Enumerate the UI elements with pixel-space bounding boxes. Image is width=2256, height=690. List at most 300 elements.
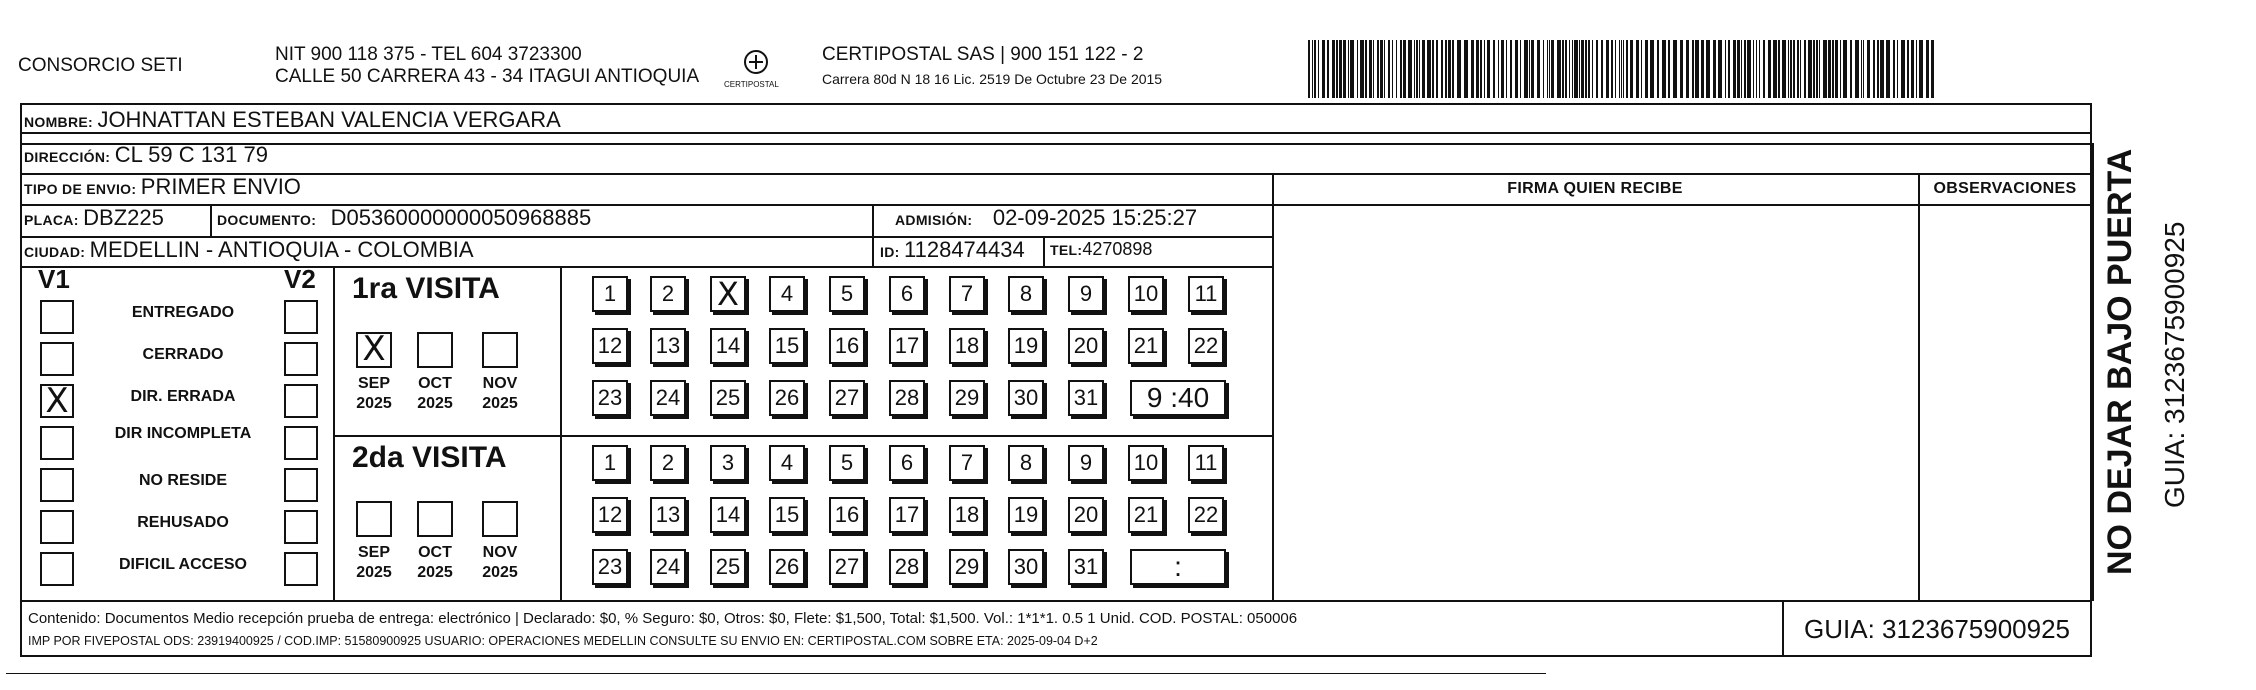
status-option-label: REHUSADO xyxy=(137,514,229,531)
barcode-bar xyxy=(1706,40,1710,98)
barcode-bar xyxy=(1493,40,1495,98)
barcode-bar xyxy=(1445,40,1447,98)
day-box[interactable]: 26 xyxy=(769,549,805,585)
barcode-bar xyxy=(1318,40,1319,98)
month-name: NOV xyxy=(482,544,518,561)
barcode-bar xyxy=(1611,40,1613,98)
barcode-bar xyxy=(1778,40,1780,98)
no-dejar-text: NO DEJAR BAJO PUERTA xyxy=(2101,148,2139,575)
barcode-bar xyxy=(1733,40,1736,98)
barcode xyxy=(1308,40,1938,100)
day-box[interactable]: 3 xyxy=(710,445,746,481)
barcode-bar xyxy=(1619,40,1620,98)
month-label xyxy=(470,543,530,583)
barcode-bar xyxy=(1414,40,1415,98)
barcode-bar xyxy=(1911,40,1914,98)
day-box[interactable]: 27 xyxy=(829,380,865,416)
day-box[interactable]: 19 xyxy=(1008,328,1044,364)
v2-header: V2 xyxy=(284,264,316,294)
barcode-bar xyxy=(1867,40,1870,98)
visit-title: 1ra VISITA xyxy=(352,272,500,305)
day-box[interactable]: 5 xyxy=(829,445,865,481)
barcode-bar xyxy=(1487,40,1490,98)
day-box[interactable]: 15 xyxy=(769,497,805,533)
day-box[interactable]: 11 xyxy=(1188,445,1224,481)
barcode-bar xyxy=(1819,40,1820,98)
day-box[interactable]: 12 xyxy=(592,328,628,364)
day-box[interactable]: 4 xyxy=(769,276,805,312)
barcode-bar xyxy=(1713,40,1716,98)
status-option-label: NO RESIDE xyxy=(138,472,227,489)
day-box[interactable]: 9 xyxy=(1068,445,1104,481)
tipo-row xyxy=(24,174,301,200)
barcode-bar xyxy=(1588,40,1590,98)
barcode-bar xyxy=(1547,40,1548,98)
footer-guia: GUIA: 3123675900925 xyxy=(1804,614,2070,644)
barcode-bar xyxy=(1529,40,1530,98)
barcode-bar xyxy=(1741,40,1742,98)
month-name: OCT xyxy=(418,375,452,392)
barcode-bar xyxy=(1901,40,1905,98)
day-box[interactable]: 27 xyxy=(829,549,865,585)
month-label xyxy=(344,374,404,414)
day-box[interactable]: 21 xyxy=(1128,497,1164,533)
nit-line: NIT 900 118 375 - TEL 604 3723300 xyxy=(275,44,582,65)
ciudad-value: MEDELLIN - ANTIOQUIA - COLOMBIA xyxy=(89,237,474,262)
v1-checkbox[interactable]: X xyxy=(40,384,74,418)
day-box[interactable]: 24 xyxy=(650,549,686,585)
v2-checkbox[interactable] xyxy=(284,384,318,418)
barcode-bar xyxy=(1343,40,1346,98)
barcode-bar xyxy=(1850,40,1852,98)
barcode-bar xyxy=(1419,40,1420,98)
barcode-bar xyxy=(1369,40,1372,98)
barcode-bar xyxy=(1476,40,1479,98)
admision-label: ADMISIÓN: xyxy=(895,212,973,228)
barcode-bar xyxy=(1650,40,1654,98)
barcode-bar xyxy=(1322,40,1325,98)
day-box[interactable]: 31 xyxy=(1068,549,1104,585)
side-guia-text: GUIA: 3123675900925 xyxy=(2159,221,2190,508)
direccion-row xyxy=(24,142,268,168)
id-cell xyxy=(880,237,1025,263)
placa-value: DBZ225 xyxy=(83,205,164,230)
month-label xyxy=(405,543,465,583)
day-box[interactable]: 16 xyxy=(829,497,865,533)
barcode-bar xyxy=(1574,40,1578,98)
address-line: CALLE 50 CARRERA 43 - 34 ITAGUI ANTIOQUIA xyxy=(275,66,700,87)
barcode-bar xyxy=(1452,40,1454,98)
barcode-bar xyxy=(1432,40,1434,98)
barcode-bar xyxy=(1537,40,1540,98)
v2-checkbox[interactable] xyxy=(284,510,318,544)
firma-label: FIRMA QUIEN RECIBE xyxy=(1507,180,1683,197)
day-box[interactable]: 20 xyxy=(1068,328,1104,364)
month-year: 2025 xyxy=(356,564,392,581)
barcode-bar xyxy=(1931,40,1934,98)
barcode-bar xyxy=(1744,40,1746,98)
v1-header: V1 xyxy=(38,264,70,294)
barcode-bar xyxy=(1692,40,1694,98)
day-box[interactable]: 8 xyxy=(1008,445,1044,481)
barcode-bar xyxy=(1718,40,1722,98)
barcode-bar xyxy=(1823,40,1827,98)
barcode-bar xyxy=(1686,40,1689,98)
month-name: SEP xyxy=(357,375,390,392)
barcode-bar xyxy=(1673,40,1677,98)
status-option-label: CERRADO xyxy=(142,346,224,363)
barcode-bar xyxy=(1592,40,1593,98)
day-box[interactable]: 28 xyxy=(889,549,925,585)
barcode-bar xyxy=(1832,40,1834,98)
barcode-bar xyxy=(1498,40,1499,98)
ciudad-label: CIUDAD: xyxy=(24,244,86,260)
day-box[interactable]: 30 xyxy=(1008,549,1044,585)
license-line: Carrera 80d N 18 16 Lic. 2519 De Octubre 23 De 2015 xyxy=(822,71,1163,87)
barcode-bar xyxy=(1569,40,1570,98)
barcode-bar xyxy=(1510,40,1512,98)
barcode-bar xyxy=(1557,40,1561,98)
day-box[interactable]: 10 xyxy=(1128,276,1164,312)
day-box[interactable]: 13 xyxy=(650,497,686,533)
footer-contenido: Contenido: Documentos Medio recepción prueba de entrega: electrónico | Declarado: $0, % Seguro: $0, Otros: $0, Flete: $1,500, Total: $1,500. Vol.: 1*1*1. 0.5 1 Unid. COD. POSTAL: 050006 xyxy=(28,610,1298,627)
barcode-bar xyxy=(1520,40,1521,98)
observaciones-label: OBSERVACIONES xyxy=(1933,180,2077,197)
month-checkbox[interactable] xyxy=(482,332,518,368)
documento-value: D05360000000050968885 xyxy=(330,205,592,230)
time-box[interactable]: : xyxy=(1130,549,1226,585)
id-value: 1128474434 xyxy=(904,237,1025,262)
day-box[interactable]: 1 xyxy=(592,445,628,481)
month-name: NOV xyxy=(482,375,518,392)
barcode-bar xyxy=(1621,40,1622,98)
barcode-bar xyxy=(1782,40,1786,98)
barcode-bar xyxy=(1312,40,1313,98)
barcode-bar xyxy=(1893,40,1895,98)
day-box[interactable]: 29 xyxy=(949,549,985,585)
month-name: SEP xyxy=(357,544,390,561)
day-box[interactable]: 14 xyxy=(710,328,746,364)
nombre-label: NOMBRE: xyxy=(24,114,93,130)
barcode-bar xyxy=(1773,40,1777,98)
logo-text: CERTIPOSTAL xyxy=(724,80,779,89)
barcode-bar xyxy=(1506,40,1507,98)
barcode-bar xyxy=(1840,40,1841,98)
barcode-bar xyxy=(1808,40,1812,98)
barcode-bar xyxy=(1763,40,1765,98)
barcode-bar xyxy=(1816,40,1818,98)
id-label: ID: xyxy=(880,244,900,260)
company-name: CONSORCIO SETI xyxy=(18,55,183,76)
footer-imp: IMP POR FIVEPOSTAL ODS: 23919400925 / COD.IMP: 51580900925 USUARIO: OPERACIONES MEDELLIN CONSULTE SU ENVIO EN: CERTIPOSTAL.COM SOBRE ETA: 2025-09-04 D+2 xyxy=(28,634,1098,648)
month-label xyxy=(470,374,530,414)
status-option-label: DIR. ERRADA xyxy=(130,388,236,405)
day-box[interactable]: 5 xyxy=(829,276,865,312)
nombre-row xyxy=(24,107,561,133)
barcode-bar xyxy=(1308,40,1310,98)
barcode-bar xyxy=(1768,40,1771,98)
day-box[interactable]: 21 xyxy=(1128,328,1164,364)
barcode-bar xyxy=(1873,40,1875,98)
day-box[interactable]: 20 xyxy=(1068,497,1104,533)
barcode-bar xyxy=(1416,40,1418,98)
barcode-bar xyxy=(1403,40,1406,98)
day-box[interactable]: 1 xyxy=(592,276,628,312)
barcode-bar xyxy=(1339,40,1342,98)
day-box[interactable]: 17 xyxy=(889,328,925,364)
barcode-bar xyxy=(1314,40,1316,98)
day-box[interactable]: 6 xyxy=(889,276,925,312)
day-box[interactable]: 10 xyxy=(1128,445,1164,481)
day-box[interactable]: 8 xyxy=(1008,276,1044,312)
direccion-value: CL 59 C 131 79 xyxy=(114,142,268,167)
day-box[interactable]: 16 xyxy=(829,328,865,364)
barcode-bar xyxy=(1907,40,1909,98)
barcode-bar xyxy=(1457,40,1461,98)
v2-checkbox[interactable] xyxy=(284,468,318,502)
documento-label: DOCUMENTO: xyxy=(217,212,317,228)
day-box[interactable]: 7 xyxy=(949,445,985,481)
month-year: 2025 xyxy=(417,395,453,412)
barcode-bar xyxy=(1332,40,1335,98)
day-box[interactable]: 24 xyxy=(650,380,686,416)
month-year: 2025 xyxy=(482,564,518,581)
month-name: OCT xyxy=(418,544,452,561)
barcode-bar xyxy=(1562,40,1564,98)
barcode-bar xyxy=(1384,40,1385,98)
barcode-bar xyxy=(1365,40,1367,98)
day-box[interactable]: 4 xyxy=(769,445,805,481)
placa-cell xyxy=(24,205,164,231)
barcode-bar xyxy=(1524,40,1528,98)
barcode-bar xyxy=(1737,40,1740,98)
admision-cell xyxy=(895,205,1197,231)
barcode-bar xyxy=(1377,40,1379,98)
barcode-bar xyxy=(1668,40,1670,98)
barcode-bar xyxy=(1790,40,1792,98)
barcode-bar xyxy=(1855,40,1859,98)
day-box[interactable]: 25 xyxy=(710,549,746,585)
v1-checkbox[interactable] xyxy=(40,342,74,376)
day-box[interactable]: 13 xyxy=(650,328,686,364)
barcode-bar xyxy=(1441,40,1443,98)
v1-checkbox[interactable] xyxy=(40,552,74,586)
barcode-bar xyxy=(1448,40,1451,98)
day-box[interactable]: X xyxy=(710,276,746,312)
tel-cell xyxy=(1050,239,1152,260)
month-year: 2025 xyxy=(356,395,392,412)
barcode-bar xyxy=(1886,40,1890,98)
day-box[interactable]: 23 xyxy=(592,380,628,416)
month-label xyxy=(405,374,465,414)
day-box[interactable]: 25 xyxy=(710,380,746,416)
barcode-bar xyxy=(1350,40,1354,98)
barcode-bar xyxy=(1897,40,1898,98)
day-box[interactable]: 30 xyxy=(1008,380,1044,416)
barcode-bar xyxy=(1565,40,1567,98)
barcode-bar xyxy=(1579,40,1580,98)
barcode-bar xyxy=(1728,40,1730,98)
barcode-bar xyxy=(1585,40,1587,98)
certipostal-line: CERTIPOSTAL SAS | 900 151 122 - 2 xyxy=(822,44,1144,65)
barcode-bar xyxy=(1756,40,1757,98)
barcode-bar xyxy=(1380,40,1383,98)
documento-cell xyxy=(217,205,591,231)
barcode-bar xyxy=(1747,40,1751,98)
day-box[interactable]: 7 xyxy=(949,276,985,312)
day-box[interactable]: 18 xyxy=(949,497,985,533)
barcode-bar xyxy=(1515,40,1518,98)
barcode-bar xyxy=(1861,40,1862,98)
day-box[interactable]: 18 xyxy=(949,328,985,364)
barcode-bar xyxy=(1877,40,1879,98)
barcode-bar xyxy=(1701,40,1704,98)
v1-checkbox[interactable] xyxy=(40,300,74,334)
day-box[interactable]: 29 xyxy=(949,380,985,416)
barcode-bar xyxy=(1725,40,1726,98)
barcode-bar xyxy=(1919,40,1923,98)
day-box[interactable]: 14 xyxy=(710,497,746,533)
barcode-bar xyxy=(1531,40,1534,98)
barcode-bar xyxy=(1427,40,1431,98)
barcode-bar xyxy=(1800,40,1801,98)
day-box[interactable]: 22 xyxy=(1188,328,1224,364)
barcode-bar xyxy=(1543,40,1544,98)
barcode-bar xyxy=(1436,40,1438,98)
barcode-bar xyxy=(1797,40,1799,98)
barcode-bar xyxy=(1392,40,1393,98)
barcode-bar xyxy=(1501,40,1504,98)
day-box[interactable]: 31 xyxy=(1068,380,1104,416)
month-checkbox[interactable] xyxy=(417,332,453,368)
barcode-bar xyxy=(1581,40,1584,98)
barcode-bar xyxy=(1471,40,1474,98)
barcode-bar xyxy=(1549,40,1550,98)
ciudad-cell xyxy=(24,237,474,263)
barcode-bar xyxy=(1408,40,1412,98)
month-year: 2025 xyxy=(417,564,453,581)
status-option-label: DIR INCOMPLETA xyxy=(114,425,252,442)
status-option-label: DIFICIL ACCESO xyxy=(118,556,247,573)
day-box[interactable]: 19 xyxy=(1008,497,1044,533)
barcode-bar xyxy=(1753,40,1754,98)
barcode-bar xyxy=(1464,40,1468,98)
v2-checkbox[interactable] xyxy=(284,552,318,586)
barcode-bar xyxy=(1788,40,1789,98)
v2-checkbox[interactable] xyxy=(284,342,318,376)
nombre-value: JOHNATTAN ESTEBAN VALENCIA VERGARA xyxy=(97,107,561,132)
time-box[interactable]: 9 :40 xyxy=(1130,380,1226,416)
v2-checkbox[interactable] xyxy=(284,426,318,460)
tipo-value: PRIMER ENVIO xyxy=(140,174,301,199)
month-checkbox[interactable] xyxy=(482,501,518,537)
v1-checkbox[interactable] xyxy=(40,468,74,502)
barcode-bar xyxy=(1606,40,1609,98)
barcode-bar xyxy=(1813,40,1815,98)
barcode-bar xyxy=(1793,40,1795,98)
v1-checkbox[interactable] xyxy=(40,510,74,544)
day-box[interactable]: 26 xyxy=(769,380,805,416)
tel-value: 4270898 xyxy=(1082,239,1153,259)
barcode-bar xyxy=(1357,40,1358,98)
barcode-bar xyxy=(1804,40,1806,98)
barcode-bar xyxy=(1388,40,1390,98)
tipo-label: TIPO DE ENVIO: xyxy=(24,181,137,197)
barcode-bar xyxy=(1680,40,1683,98)
barcode-bar xyxy=(1657,40,1659,98)
barcode-bar xyxy=(1623,40,1624,98)
day-box[interactable]: 12 xyxy=(592,497,628,533)
barcode-bar xyxy=(1601,40,1603,98)
barcode-bar xyxy=(1572,40,1573,98)
barcode-bar xyxy=(1626,40,1628,98)
admision-value: 02-09-2025 15:25:27 xyxy=(992,205,1198,230)
barcode-bar xyxy=(1400,40,1402,98)
barcode-bar xyxy=(1348,40,1349,98)
barcode-bar xyxy=(1327,40,1329,98)
day-box[interactable]: 2 xyxy=(650,276,686,312)
barcode-bar xyxy=(1480,40,1482,98)
v1-checkbox[interactable] xyxy=(40,426,74,460)
visit-title: 2da VISITA xyxy=(352,441,507,474)
status-option-label: ENTREGADO xyxy=(131,304,235,321)
barcode-bar xyxy=(1695,40,1699,98)
barcode-bar xyxy=(1551,40,1554,98)
barcode-bar xyxy=(1360,40,1364,98)
barcode-bar xyxy=(1373,40,1374,98)
barcode-bar xyxy=(1484,40,1485,98)
barcode-bar xyxy=(1636,40,1639,98)
day-box[interactable]: 6 xyxy=(889,445,925,481)
month-checkbox[interactable] xyxy=(417,501,453,537)
month-label xyxy=(344,543,404,583)
barcode-bar xyxy=(1759,40,1760,98)
placa-label: PLACA: xyxy=(24,212,79,228)
barcode-bar xyxy=(1422,40,1425,98)
barcode-bar xyxy=(1835,40,1838,98)
day-box[interactable]: 15 xyxy=(769,328,805,364)
signature-area[interactable] xyxy=(1274,206,1916,598)
day-box[interactable]: 23 xyxy=(592,549,628,585)
day-box[interactable]: 11 xyxy=(1188,276,1224,312)
day-box[interactable]: 28 xyxy=(889,380,925,416)
observaciones-area[interactable] xyxy=(1920,206,2090,598)
tel-label: TEL: xyxy=(1050,242,1083,258)
barcode-bar xyxy=(1645,40,1648,98)
month-checkbox[interactable]: X xyxy=(356,332,392,368)
barcode-bar xyxy=(1396,40,1397,98)
day-box[interactable]: 17 xyxy=(889,497,925,533)
barcode-bar xyxy=(1828,40,1831,98)
day-box[interactable]: 9 xyxy=(1068,276,1104,312)
barcode-bar xyxy=(1916,40,1917,98)
barcode-bar xyxy=(1615,40,1616,98)
month-year: 2025 xyxy=(482,395,518,412)
direccion-label: DIRECCIÓN: xyxy=(24,149,111,165)
day-box[interactable]: 2 xyxy=(650,445,686,481)
month-checkbox[interactable] xyxy=(356,501,392,537)
barcode-bar xyxy=(1662,40,1666,98)
barcode-bar xyxy=(1843,40,1847,98)
barcode-bar xyxy=(1880,40,1884,98)
barcode-bar xyxy=(1641,40,1642,98)
barcode-bar xyxy=(1863,40,1864,98)
day-box[interactable]: 22 xyxy=(1188,497,1224,533)
barcode-bar xyxy=(1596,40,1598,98)
barcode-bar xyxy=(1926,40,1929,98)
barcode-bar xyxy=(1630,40,1633,98)
v2-checkbox[interactable] xyxy=(284,300,318,334)
